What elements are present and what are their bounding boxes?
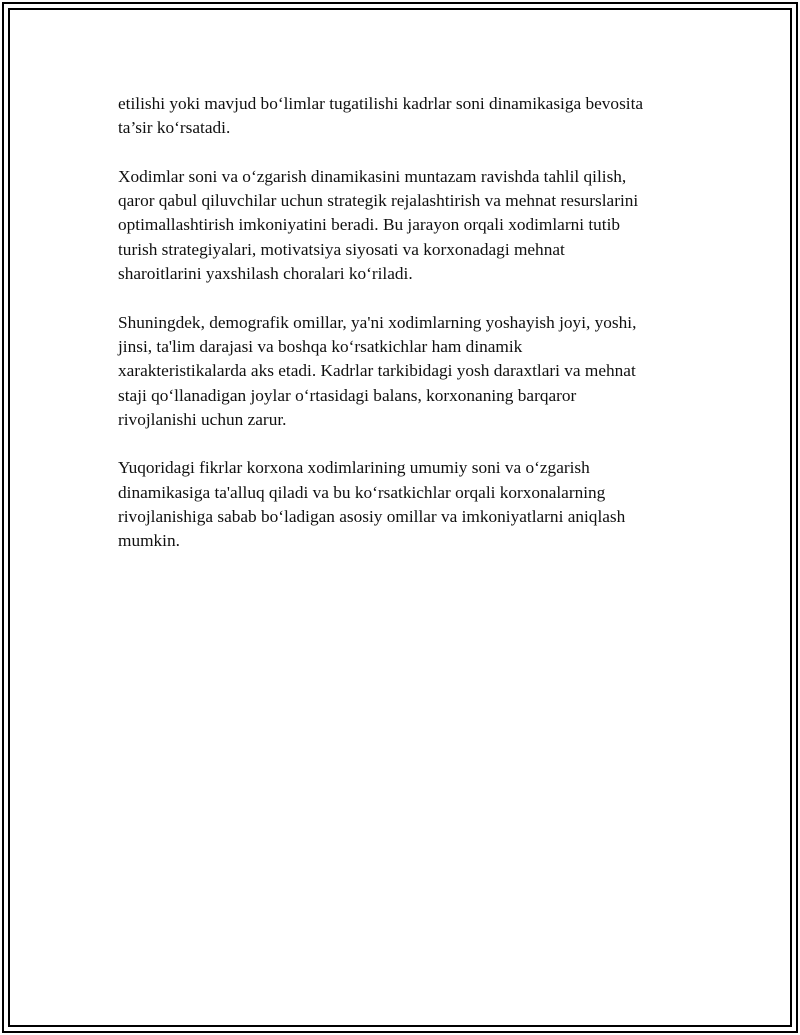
paragraph: Xodimlar soni va o‘zgarish dinamikasini muntazam ravishda tahlil qilish, qaror qabul qiluvchilar uchun strategik rejalashtirish va mehnat resurslarini optimallashtirish imkoniyatini beradi. Bu jarayon orqali xodimlarni tutib turish strategiyalari, motivatsiya siyosati va korxonadagi mehnat sharoitlarini yaxshilash choralari ko‘riladi. (118, 166, 639, 284)
paragraph: Shuningdek, demografik omillar, ya'ni xodimlarning yoshayish joyi, yoshi, jinsi, ta'lim darajasi va boshqa ko‘rsatkichlar ham dinamik xarakteristikalarda aks etadi. Kadrlar tarkibidagi yosh daraxtlari va mehnat staji qo‘llanadigan joylar o‘rtasidagi balans, korxonaning barqaror rivojlanishi uchun zarur. (118, 312, 637, 429)
document-body (118, 92, 680, 578)
paragraph: etilishi yoki mavjud bo‘limlar tugatilishi kadrlar soni dinamikasiga bevosita ta’sir ko‘rsatadi. (118, 94, 644, 138)
paragraph: Yuqoridagi fikrlar korxona xodimlarining umumiy soni va o‘zgarish dinamikasiga ta'alluq qiladi va bu ko‘rsatkichlar orqali korxonalarning rivojlanishiga sabab bo‘ladigan asosiy omillar va imkoniyatlarni aniqlash mumkin. (118, 458, 626, 551)
